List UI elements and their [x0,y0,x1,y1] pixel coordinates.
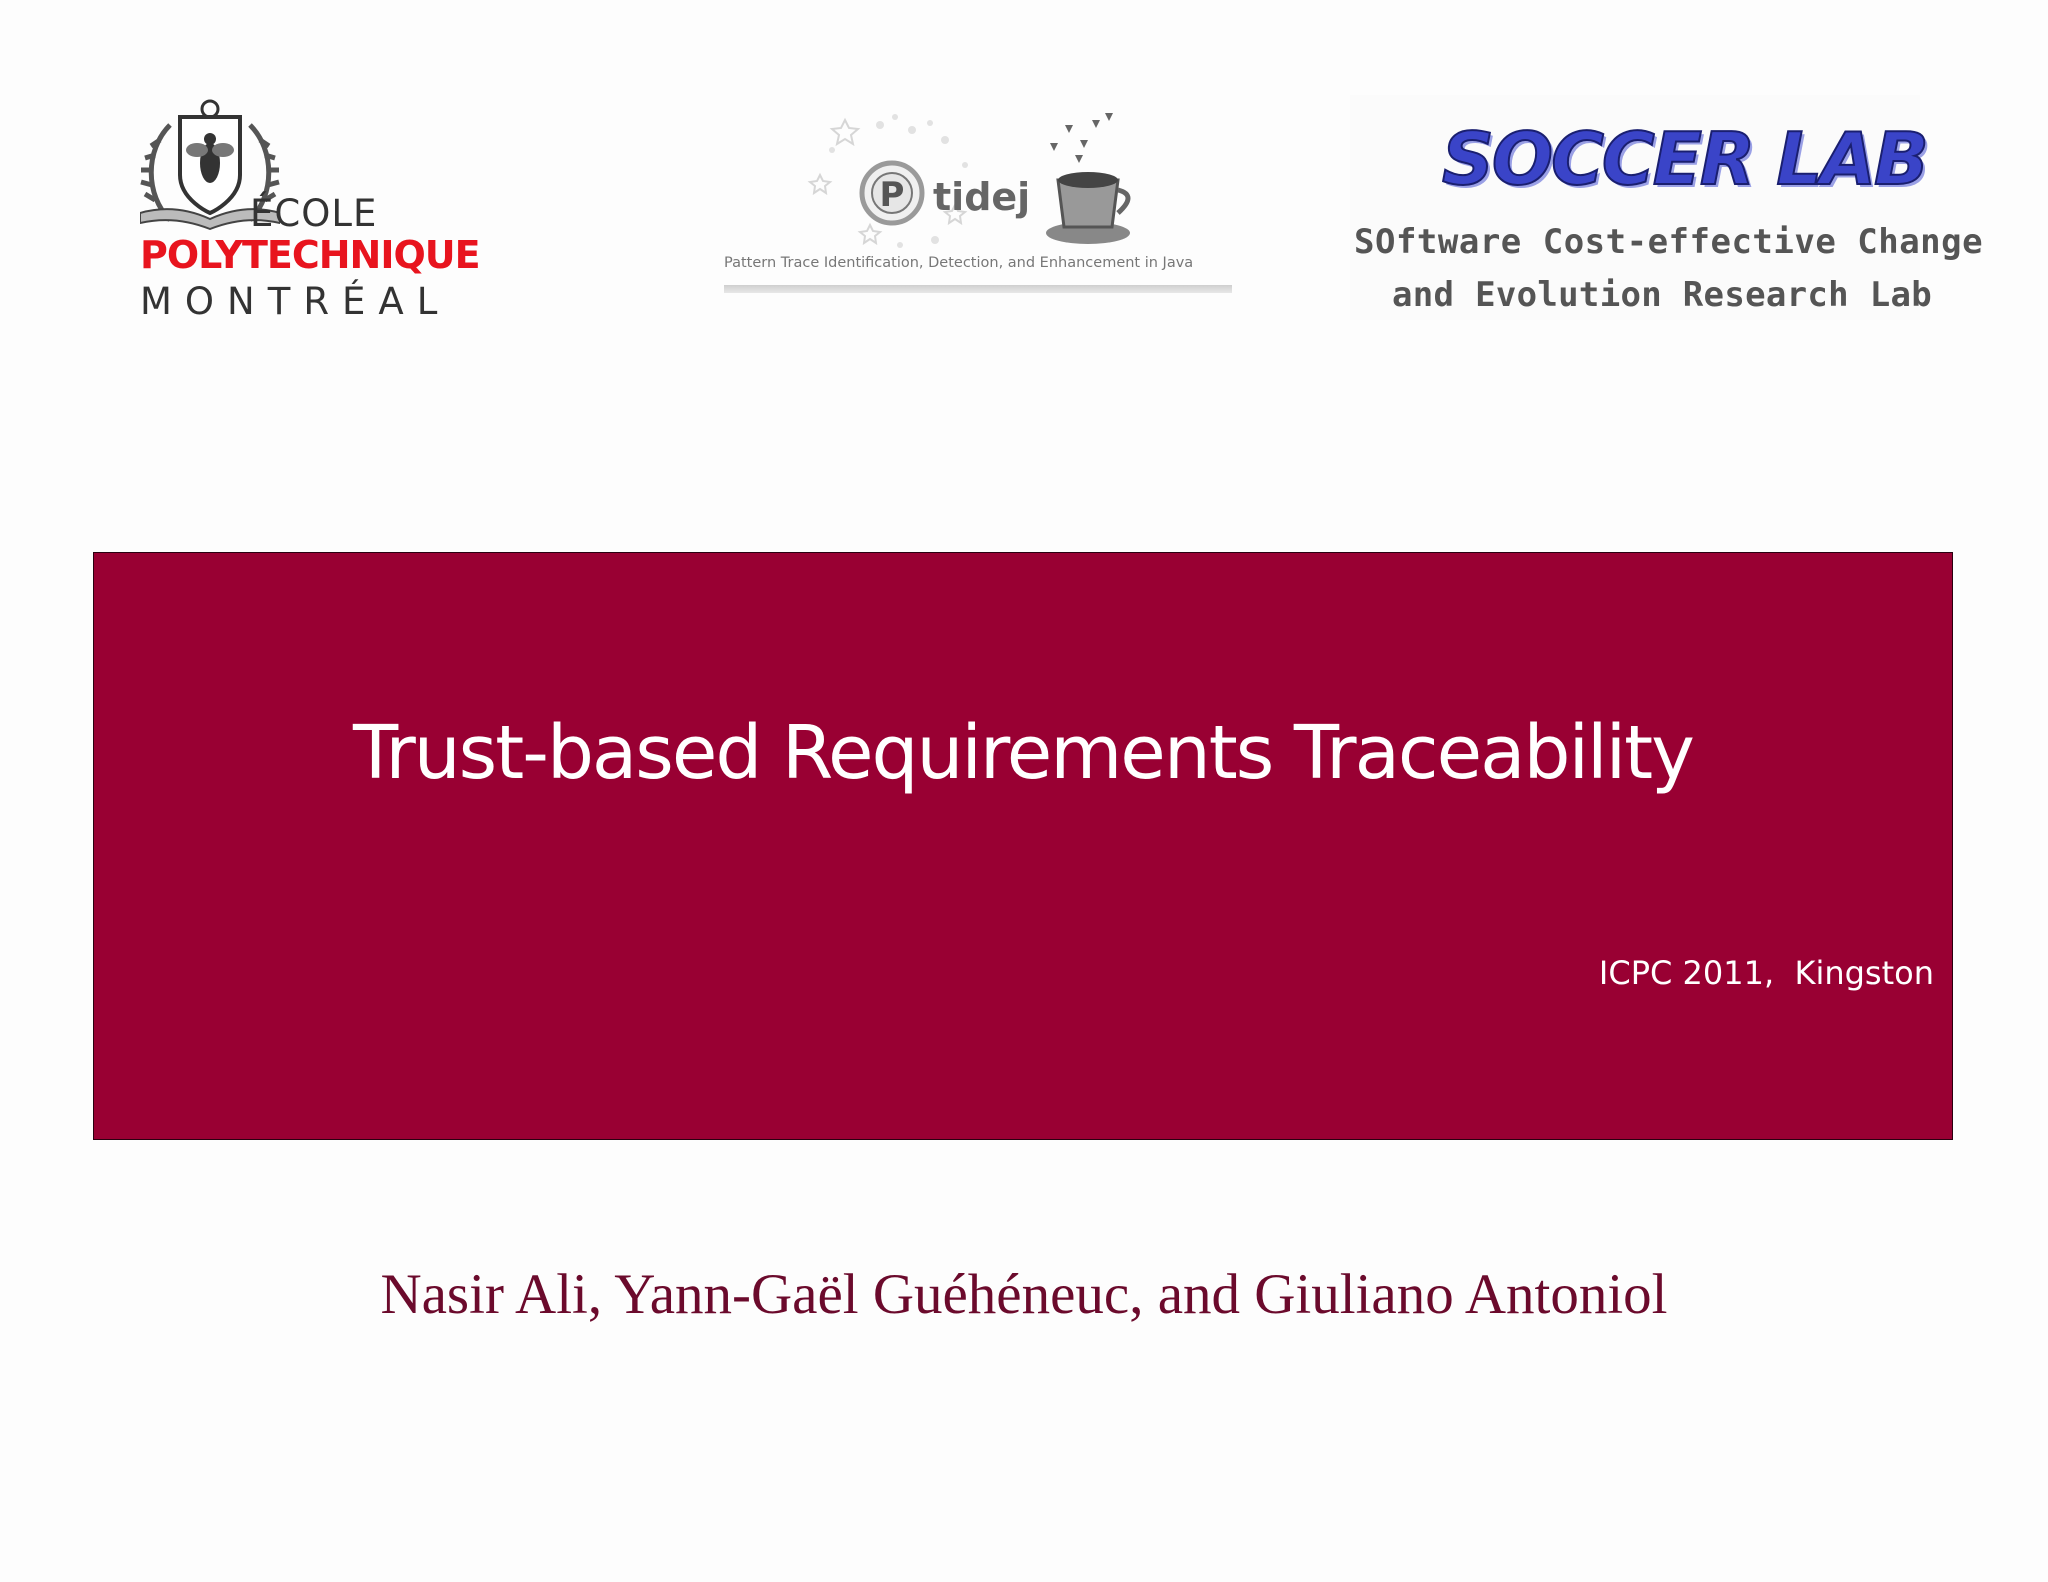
ptidej-badge: P [879,175,905,215]
ptidej-caption: Pattern Trace Identification, Detection, and Enhancement in Java [724,255,1194,271]
poly-ecole-label: ÉCOLE [250,192,378,235]
slide-title: Trust-based Requirements Traceability [353,710,1693,796]
soccer-lab-logo [1350,95,1984,320]
ptidej-name: tidej [933,175,1031,219]
authors-line: Nasir Ali, Yann-Gaël Guéhéneuc, and Giuliano Antoniol [380,1263,1668,1326]
poly-polytechnique-label: POLYTECHNIQUE [140,233,480,277]
ecole-polytechnique-logo [140,95,480,325]
ptidej-rule [724,285,1232,293]
event-label: ICPC 2011, Kingston [1598,954,1934,992]
ptidej-emblem-icon [720,95,1240,255]
poly-montreal-label: MONTRÉAL [140,280,451,323]
soccer-lab-title: SOCCER LAB [1442,117,1927,201]
soccer-lab-tagline-2: and Evolution Research Lab [1392,275,1933,315]
title-band [93,552,1953,1140]
ptidej-logo [720,95,1240,300]
soccer-lab-tagline-1: SOftware Cost-effective Change [1354,222,1984,262]
